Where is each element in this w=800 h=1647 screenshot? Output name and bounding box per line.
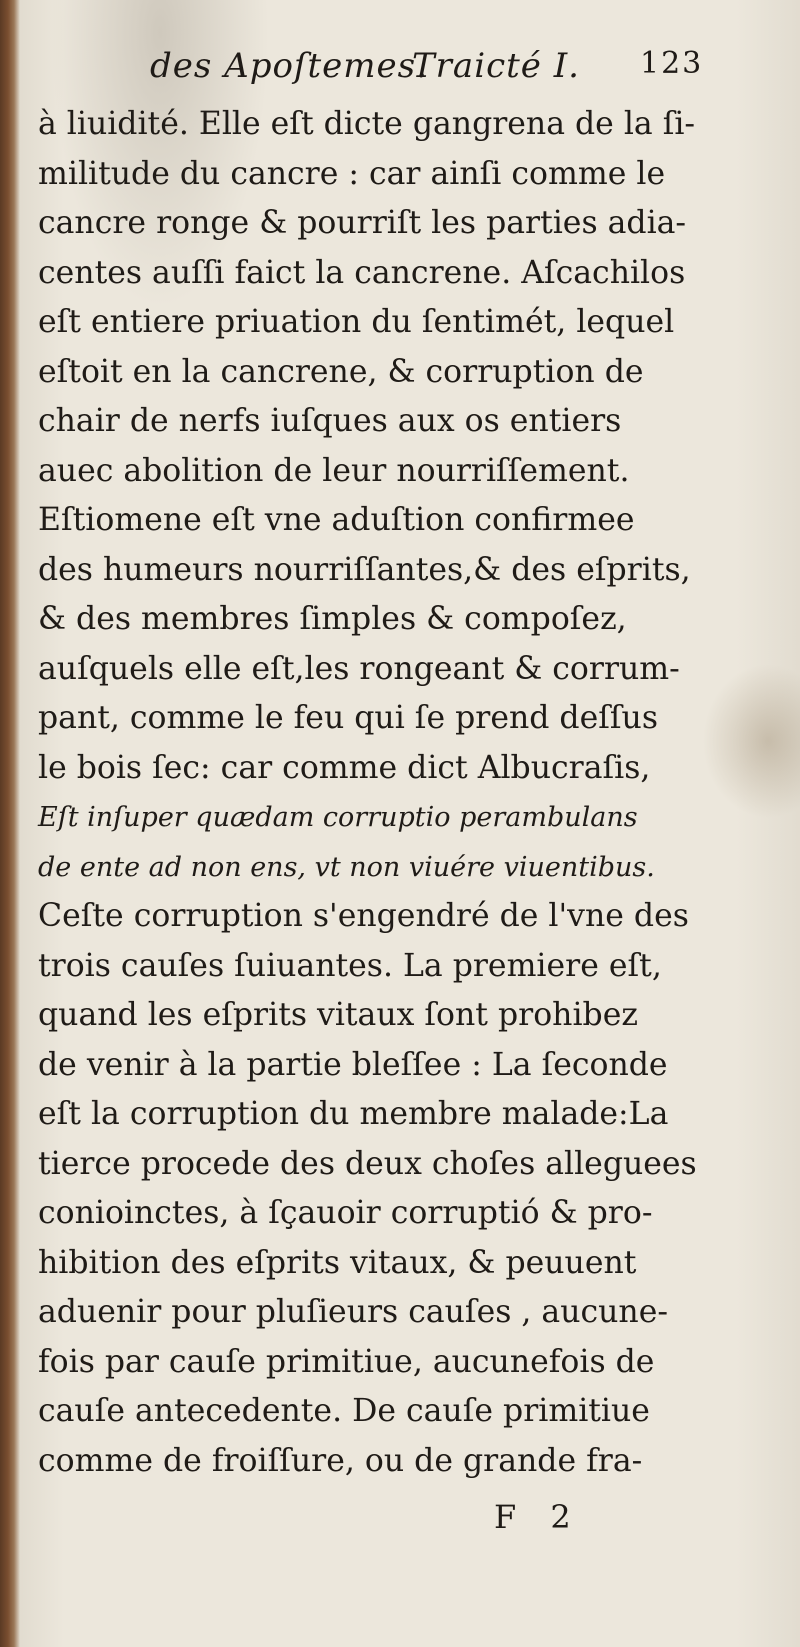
text-line: le bois ſec: car comme dict Albucraſis,: [38, 749, 651, 786]
text-line: cauſe antecedente. De cauſe primitiue: [38, 1393, 650, 1429]
page-number: 123: [640, 46, 704, 81]
text-line: Ceſte corruption s'engendré de l'vne des: [38, 898, 689, 934]
text-line: quand les eſprits vitaux ſont prohibez: [38, 997, 638, 1033]
text-line: eſt entiere priuation du ſentimét, lequel: [38, 304, 675, 340]
text-line: tierce procede des deux choſes alleguees: [38, 1145, 697, 1182]
text-line: eſtoit en la cancrene, & corruption de: [38, 353, 644, 390]
book-spine-edge: [0, 0, 20, 1647]
text-line: à liuidité. Elle eſt dicte gangrena de la ſi-: [38, 106, 696, 142]
text-line: chair de nerfs iuſques aux os entiers: [38, 403, 622, 439]
text-line: fois par cauſe primitiue, aucunefois de: [38, 1343, 655, 1380]
text-line: aduenir pour pluſieurs cauſes , aucune-: [38, 1294, 668, 1330]
text-line: cancre ronge & pourriſt les parties adia-: [38, 205, 687, 241]
text-line: pant, comme le feu qui ſe prend deſſus: [38, 700, 659, 736]
text-line: hibition des eſprits vitaux, & peuuent: [38, 1244, 637, 1281]
text-line: comme de froiſſure, ou de grande fra-: [38, 1442, 643, 1479]
text-line: militude du cancre : car ainſi comme le: [38, 155, 666, 192]
signature-mark: F 2: [494, 1498, 583, 1536]
text-line: auſquels elle eſt,les rongeant & corrum-: [38, 650, 680, 687]
text-line: des humeurs nourriſſantes,& des eſprits,: [38, 551, 691, 588]
latin-quote-line: Eſt inſuper quædam corruptio perambulans: [38, 802, 638, 833]
text-line: Eſtiomene eſt vne aduſtion confirmee: [38, 502, 635, 538]
text-line: centes auſſi faict la cancrene. Aſcachilos: [38, 254, 686, 291]
text-line: eſt la corruption du membre malade:La: [38, 1096, 669, 1132]
text-line: trois cauſes ſuiuantes. La premiere eſt,: [38, 947, 662, 984]
text-line: conioinctes, à ſçauoir corruptió & pro-: [38, 1195, 653, 1231]
latin-quote-line: de ente ad non ens, vt non viuére viuentibus.: [38, 851, 655, 883]
running-header: [150, 46, 750, 90]
header-title: des Apoſtemes.: [150, 46, 428, 86]
text-line: de venir à la partie bleſſee : La ſeconde: [38, 1046, 668, 1083]
body-text: [38, 100, 728, 1486]
header-treatise: Traicté I.: [412, 46, 580, 86]
text-line: & des membres ſimples & compoſez,: [38, 601, 627, 637]
text-line: auec abolition de leur nourriſſement.: [38, 452, 630, 489]
